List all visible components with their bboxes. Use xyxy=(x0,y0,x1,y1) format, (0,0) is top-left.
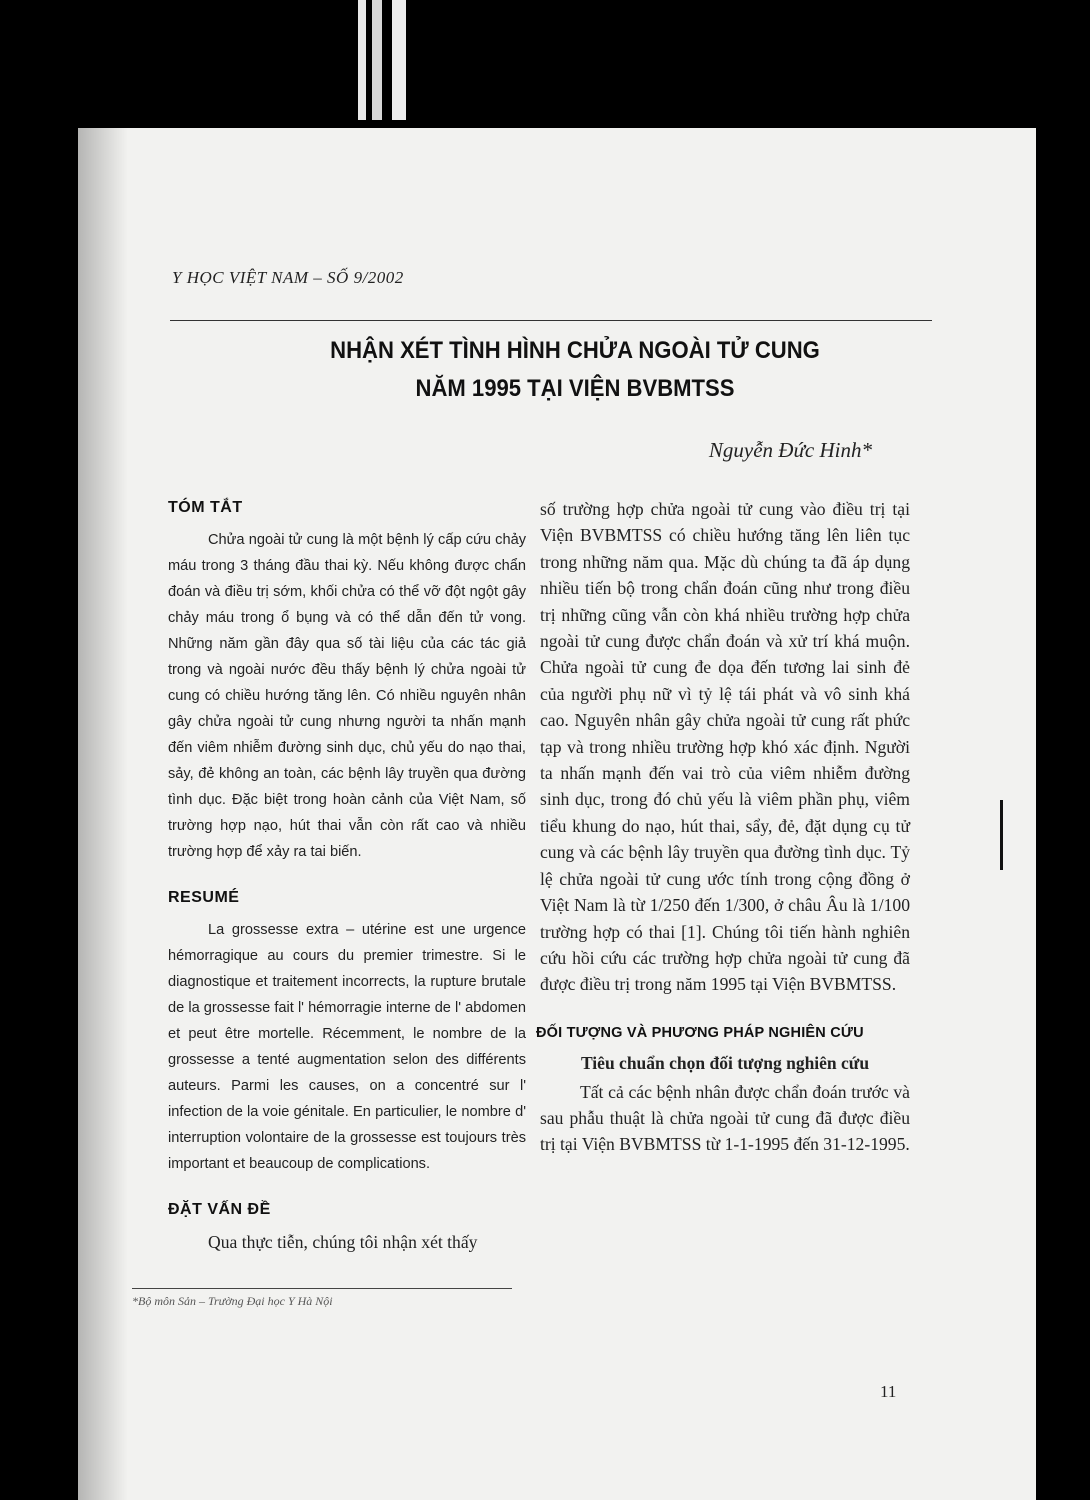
article-title xyxy=(285,332,865,408)
methods-text: Tất cả các bệnh nhân được chẩn đoán trước và sau phẫu thuật là chửa ngoài tử cung đã được điều trị tại Viện BVBMTSS từ 1-1-1995 đến 31-12-1995. xyxy=(540,1081,910,1155)
resume-heading: RESUMÉ xyxy=(168,889,240,906)
binding-edge xyxy=(352,0,422,120)
right-column xyxy=(536,496,910,1158)
author-name: Nguyễn Đức Hinh* xyxy=(708,438,872,462)
footnote-rule xyxy=(132,1288,512,1289)
footnote: *Bộ môn Sản – Trường Đại học Y Hà Nội xyxy=(132,1294,333,1308)
intro-text-start: Qua thực tiễn, chúng tôi nhận xét thấy xyxy=(208,1232,478,1252)
resume-text: La grossesse extra – utérine est une urgence hémorragique au cours du premier trimestre. Si le diagnostique et traitement incorrects, la rupture brutale de la grossesse fait l' hémorragie interne de l' abdomen et peut être mortelle. Récemment, le nombre de la grossesse a tenté augmentation selon des différents auteurs. Parmi les causes, on a concentré sur l' infection de la voie génitale. En particulier, le nombre d' interruption volontaire de la grossesse est toujours très important et beaucoup de complications. xyxy=(168,922,526,1172)
page-number: 11 xyxy=(880,1382,897,1401)
summary-heading: TÓM TẮT xyxy=(168,499,243,516)
title-line-1: NHẬN XÉT TÌNH HÌNH CHỬA NGOÀI TỬ CUNG xyxy=(330,337,820,364)
summary-text: Chửa ngoài tử cung là một bệnh lý cấp cứu chảy máu trong 3 tháng đầu thai kỳ. Nếu không được chẩn đoán và điều trị sớm, khối chửa có thể vỡ đột ngột gây chảy máu trong ổ bụng và có thể dẫn đến tử vong. Những năm gần đây qua số tài liệu của các tác giả trong và ngoài nước đều thấy bệnh lý chửa ngoài tử cung có chiều hướng tăng lên. Có nhiều nguyên nhân gây chửa ngoài tử cung nhưng người ta nhấn mạnh đến viêm nhiễm đường sinh dục, chủ yếu do nạo thai, sảy, đẻ không an toàn, các bệnh lây truyền qua đường tình dục. Đặc biệt trong hoàn cảnh của Việt Nam, số trường hợp nạo, hút thai vẫn còn rất cao và nhiều trường hợp để xảy ra tai biến. xyxy=(168,532,526,860)
intro-heading: ĐẶT VẤN ĐỀ xyxy=(168,1201,271,1218)
journal-header: Y HỌC VIỆT NAM – SỐ 9/2002 xyxy=(172,268,404,287)
methods-subheading: Tiêu chuẩn chọn đối tượng nghiên cứu xyxy=(580,1053,870,1074)
methods-heading: ĐỐI TƯỢNG VÀ PHƯƠNG PHÁP NGHIÊN CỨU xyxy=(536,1024,864,1041)
page-shadow xyxy=(78,128,128,1500)
page-edge-mark xyxy=(1000,800,1003,870)
left-column xyxy=(168,495,526,1255)
header-rule xyxy=(170,320,932,321)
intro-text-continued: số trường hợp chửa ngoài tử cung vào điều trị tại Viện BVBMTSS có chiều hướng tăng lên liên tục trong những năm qua. Mặc dù chúng ta đã áp dụng nhiều tiến bộ trong chẩn đoán cũng như trong điều trị những cũng vẫn còn khá nhiều trường hợp chửa ngoài tử cung được chẩn đoán và xử trí khá muộn. Chửa ngoài tử cung đe dọa đến tương lai sinh đẻ của người phụ nữ vì tỷ lệ tái phát và vô sinh khá cao. Nguyên nhân gây chửa ngoài tử cung rất phức tạp và trong nhiều trường hợp khó xác định. Người ta nhấn mạnh đến vai trò của viêm nhiễm đường sinh dục, trong đó chủ yếu là viêm phần phụ, viêm tiểu khung do nạo, hút thai, sẩy, đẻ, đặt dụng cụ tử cung và các bệnh lây truyền qua đường tình dục. Tỷ lệ chửa ngoài tử cung ước tính trong cộng đồng ở Việt Nam là từ 1/250 đến 1/300, ở châu Âu là 1/100 trường hợp có thai [1]. Chúng tôi tiến hành nghiên cứu hồi cứu các trường hợp chửa ngoài tử cung đã được điều trị trong năm 1995 tại Viện BVBMTSS. xyxy=(540,499,910,995)
title-line-2: NĂM 1995 TẠI VIỆN BVBMTSS xyxy=(415,375,735,402)
